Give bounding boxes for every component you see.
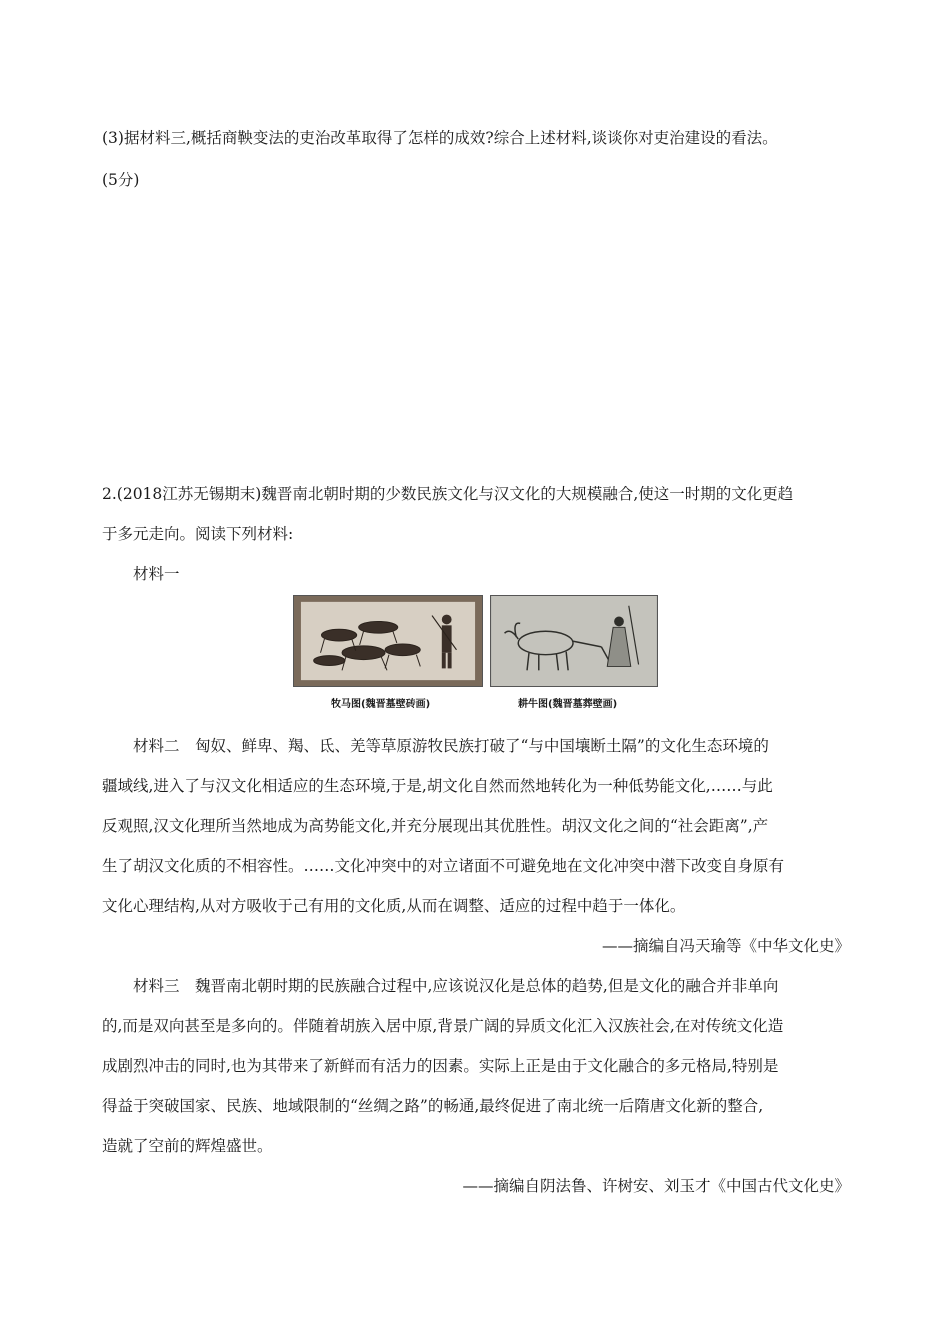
material-1-figure (293, 595, 659, 715)
material-3-source: ——摘编自阴法鲁、许树安、刘玉才《中国古代文化史》 (462, 1177, 850, 1195)
question-2-line-2: 于多元走向。阅读下列材料: (102, 525, 294, 543)
material-3-line-4: 得益于突破国家、民族、地域限制的“丝绸之路”的畅通,最终促进了南北统一后隋唐文化新的整合, (102, 1097, 764, 1115)
material-1-heading: 材料一 (133, 565, 180, 583)
herding-horses-caption: 牧马图(魏晋墓壁砖画) (331, 699, 431, 710)
material-2-line-2: 疆域线,进入了与汉文化相适应的生态环境,于是,胡文化自然而然地转化为一种低势能文化,……与此 (102, 777, 773, 795)
material-3-line-5: 造就了空前的辉煌盛世。 (102, 1137, 273, 1155)
plowing-ox-mural (490, 595, 658, 687)
material-2-line-1: 材料二 匈奴、鲜卑、羯、氐、羌等草原游牧民族打破了“与中国壤断土隔”的文化生态环境的 (133, 737, 769, 755)
material-2-line-5: 文化心理结构,从对方吸收于己有用的文化质,从而在调整、适应的过程中趋于一体化。 (102, 897, 686, 915)
material-2-line-3: 反观照,汉文化理所当然地成为高势能文化,并充分展现出其优胜性。胡汉文化之间的“社会距离”,产 (102, 817, 769, 835)
horses-mural-illustration (294, 596, 482, 686)
material-3-line-2: 的,而是双向甚至是多向的。伴随着胡族入居中原,背景广阔的异质文化汇入汉族社会,在对传统文化造 (102, 1017, 784, 1035)
plowing-ox-caption: 耕牛图(魏晋墓葬壁画) (518, 699, 618, 710)
material-3-line-1: 材料三 魏晋南北朝时期的民族融合过程中,应该说汉化是总体的趋势,但是文化的融合并非单向 (133, 977, 779, 995)
herding-horses-mural (293, 595, 483, 687)
material-2-source: ——摘编自冯天瑜等《中华文化史》 (601, 937, 850, 955)
ox-mural-illustration (491, 596, 657, 686)
question-3-line-1: (3)据材料三,概括商鞅变法的吏治改革取得了怎样的成效?综合上述材料,谈谈你对吏治建设的看法。 (102, 129, 778, 147)
material-3-line-3: 成剧烈冲击的同时,也为其带来了新鲜而有活力的因素。实际上正是由于文化融合的多元格局,特别是 (102, 1057, 779, 1075)
question-2-line-1: 2.(2018江苏无锡期末)魏晋南北朝时期的少数民族文化与汉文化的大规模融合,使这一时期的文化更趋 (102, 485, 794, 503)
question-3-line-2: (5分) (102, 171, 140, 189)
material-2-line-4: 生了胡汉文化质的不相容性。……文化冲突中的对立诸面不可避免地在文化冲突中潜下改变自身原有 (102, 857, 785, 875)
